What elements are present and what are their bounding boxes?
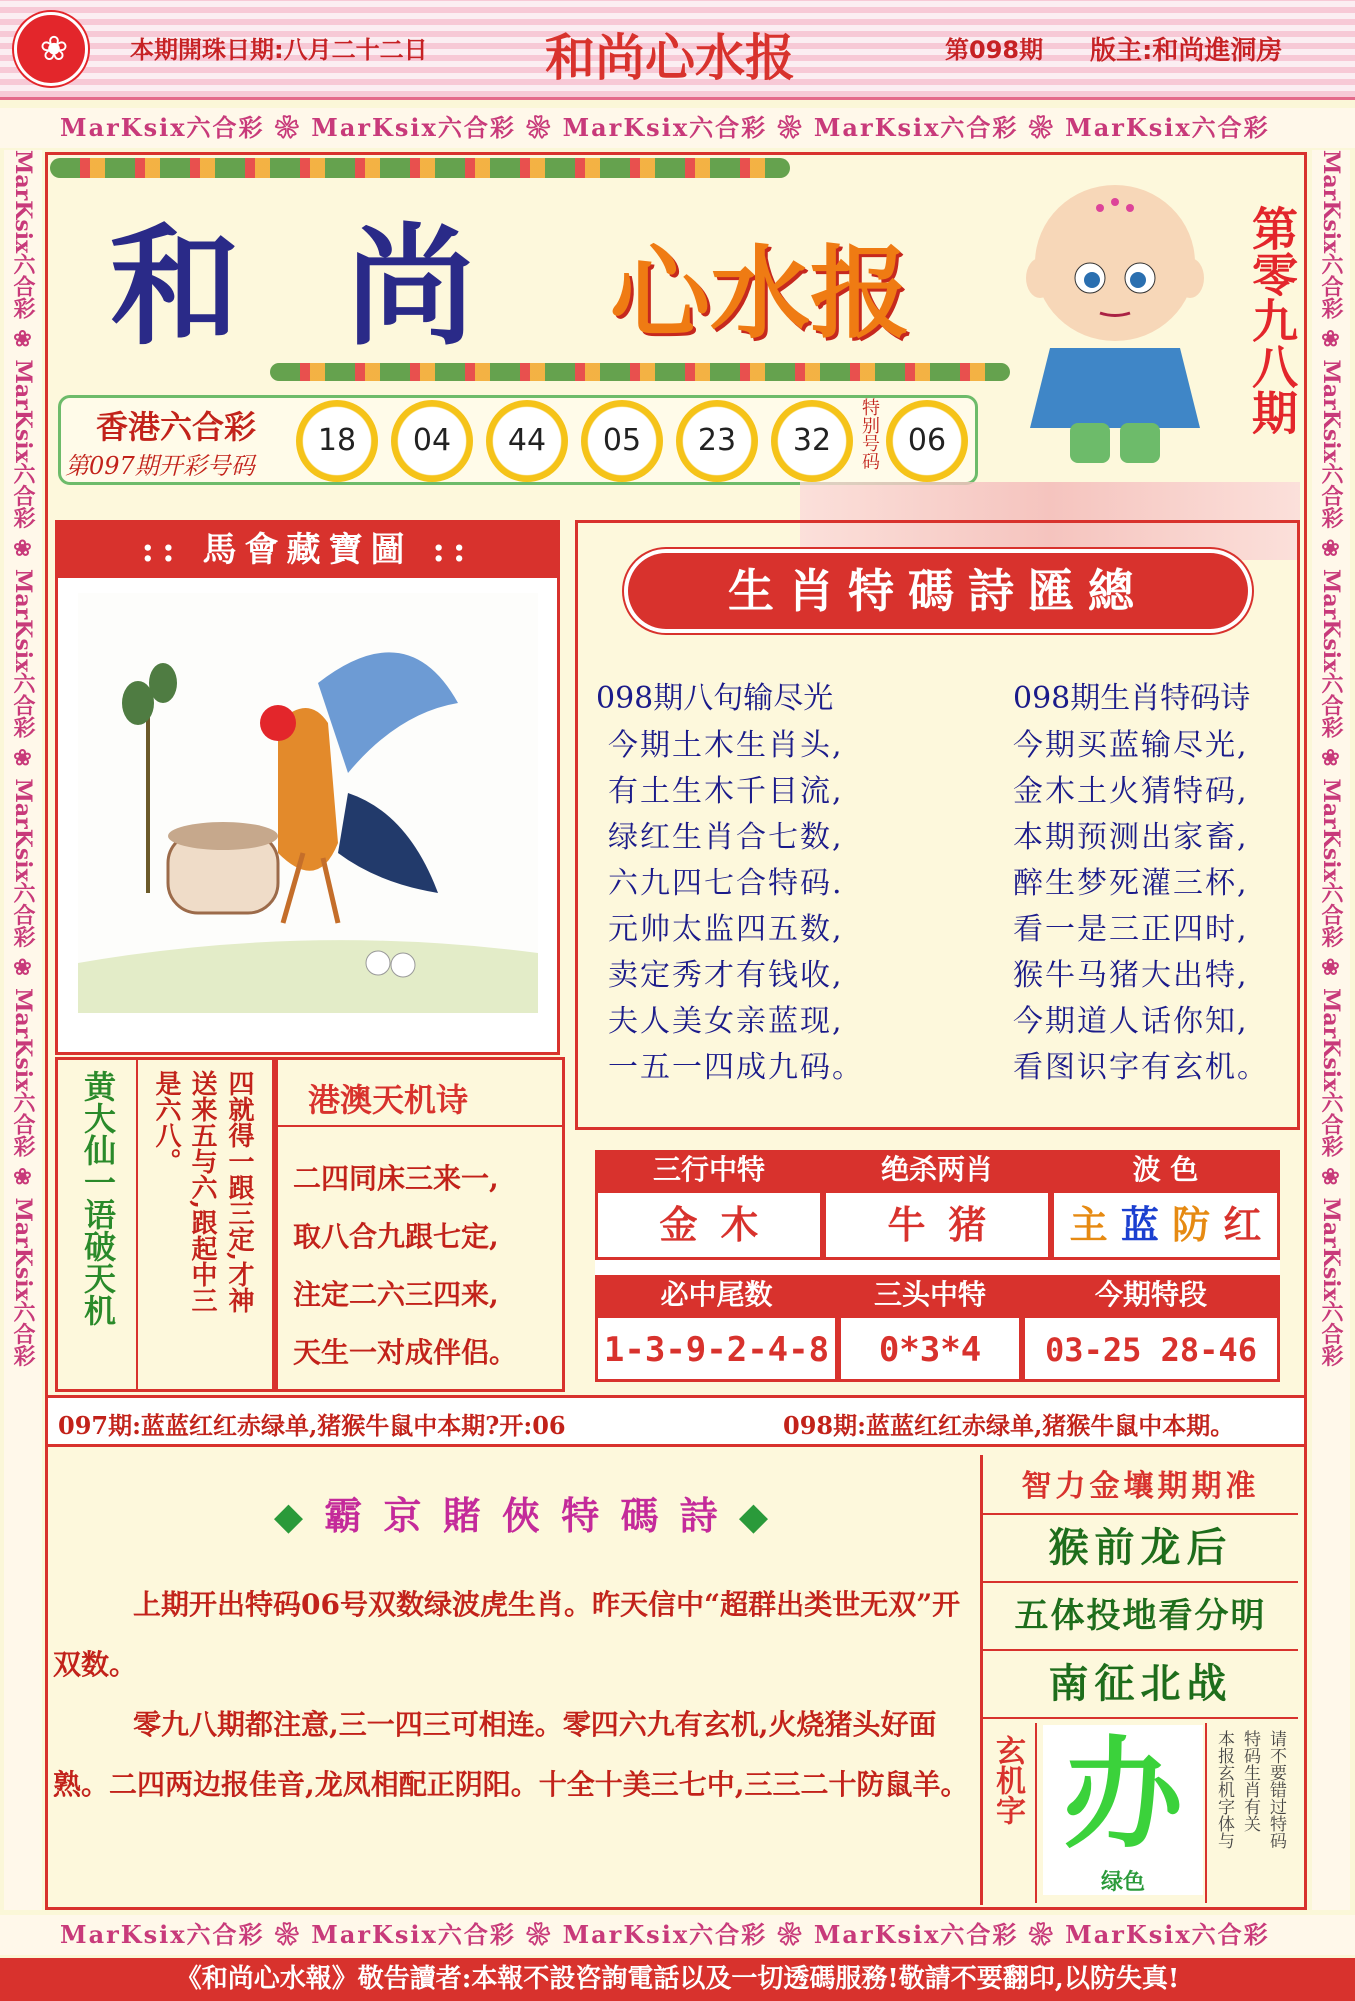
poem-line: 六九四七合特码. [608, 866, 844, 901]
wong-tai-sin-col: 送来五与六,跟起中三 [187, 1070, 217, 1314]
flower-vine-decor-top [50, 158, 790, 178]
poem-line: 本期预测出家畜, [1013, 820, 1249, 855]
ball-number: 23 [676, 400, 758, 482]
table-value: 1-3-9-2-4-8 [603, 1330, 830, 1370]
ticker-left: 097期:蓝蓝红红赤绿单,猪猴牛鼠中本期?开:06 [58, 1411, 566, 1440]
poem-line: 元帅太监四五数, [608, 912, 844, 947]
table-value: 金 木 [659, 1203, 759, 1247]
table-value: 牛 猪 [887, 1203, 987, 1247]
poem-left-heading: 098期八句输尽光 [596, 681, 834, 716]
poem-line: 一五一四成九码。 [608, 1050, 864, 1085]
wave-color-cell [1051, 1190, 1280, 1260]
poem-left [608, 723, 908, 1091]
table-label: 波 色 [1132, 1153, 1199, 1186]
riddle-label: 玄机字 [990, 1735, 1025, 1825]
table-label: 三行中特 [652, 1153, 765, 1186]
monk-cartoon-image [1000, 168, 1230, 478]
treasure-map-panel [55, 520, 560, 1055]
diamond-icon: ◆ [738, 1493, 773, 1538]
ticker-bar [48, 1395, 1304, 1447]
story-paragraph: 零九八期都注意,三一四三可相连。零四六九有玄机,火烧猪头好面熟。二四两边报佳音,龙凤相配正阴阳。十全十美三七中,三三二十防鼠羊。 [53, 1708, 969, 1801]
wave-guard: 防 [1172, 1202, 1211, 1247]
table-value: 0*3*4 [878, 1330, 982, 1370]
poem-right [1013, 723, 1303, 1091]
poem-line: 看一是三正四时, [1013, 912, 1249, 947]
wave-red: 红 [1223, 1202, 1262, 1247]
masthead-title-left: 和 尚 [110, 210, 506, 363]
story-title-row [273, 1485, 773, 1540]
wong-tai-sin-panel [55, 1057, 275, 1392]
masthead [50, 158, 1020, 388]
hk-macau-line: 取八合九跟七定, [293, 1220, 499, 1253]
side-header: 智力金壤期期准 [1021, 1469, 1260, 1504]
divider [983, 1581, 1298, 1583]
draw-date: 本期開珠日期:八月二十二日 [130, 36, 428, 64]
ball-number: 18 [296, 400, 378, 482]
story-paragraph: 上期开出特码06号双数绿波虎生肖。昨天信中“超群出类世无双”开双数。 [53, 1588, 961, 1681]
table-value: 03-25 28-46 [1045, 1331, 1257, 1369]
poem-line: 有土生木千目流, [608, 774, 844, 809]
table-cell [823, 1190, 1051, 1260]
table-label: 今期特段 [1094, 1278, 1207, 1311]
divider [278, 1125, 562, 1127]
table-label: 三头中特 [873, 1278, 986, 1311]
poem-line: 夫人美女亲蓝现, [608, 1004, 844, 1039]
side-line: 五体投地看分明 [1014, 1596, 1267, 1636]
riddle-note: 特码生肖有关 [1240, 1730, 1260, 1832]
header-band [0, 0, 1355, 100]
poem-right-heading: 098期生肖特码诗 [1013, 681, 1251, 716]
table-cell [595, 1190, 823, 1260]
hk-macau-title: 港澳天机诗 [308, 1081, 469, 1119]
ball-number: 04 [391, 400, 473, 482]
ball-number: 05 [581, 400, 663, 482]
divider [1035, 1723, 1037, 1903]
diamond-icon: ◆ [273, 1493, 308, 1538]
riddle-char: 办 [1063, 1724, 1183, 1865]
poem-line: 今期买蓝输尽光, [1013, 728, 1249, 763]
table-cell [838, 1315, 1022, 1382]
header-title: 和尚心水报 [545, 28, 795, 87]
table-label: 必中尾数 [660, 1278, 773, 1311]
table-cell [595, 1315, 838, 1382]
flower-vine-decor-bottom [270, 363, 1010, 381]
wong-tai-sin-col: 是六八。 [151, 1070, 181, 1174]
divider [1205, 1723, 1207, 1903]
riddle-color-label: 绿色 [1100, 1869, 1145, 1895]
hk-macau-line: 二四同床三来一, [293, 1162, 499, 1195]
poem-line: 金木土火猜特码, [1013, 774, 1249, 809]
poem-panel [575, 520, 1300, 1130]
story-title: 霸 京 賭 俠 特 碼 詩 [324, 1493, 722, 1538]
poem-line: 今期土木生肖头, [608, 728, 844, 763]
marksix-strip-top: MarKsix六合彩 ❀ MarKsix六合彩 ❀ MarKsix六合彩 ❀ MarKsix六合彩 ❀ MarKsix六合彩 [0, 108, 1355, 148]
riddle-box [1043, 1725, 1203, 1895]
ball-number: 44 [486, 400, 568, 482]
poem-line: 猴牛马猪大出特, [1013, 958, 1249, 993]
divider [983, 1649, 1298, 1651]
table-cell [1022, 1315, 1280, 1382]
hk-macau-line: 天生一对成伴侣。 [293, 1336, 518, 1369]
treasure-map-title: :: 馬會藏寶圖 :: [58, 523, 557, 578]
hk-emblem-logo: ❀ [14, 12, 88, 86]
prediction-table [595, 1150, 1280, 1382]
divider [983, 1717, 1298, 1719]
marksix-strip-left: MarKsix六合彩 ❀ MarKsix六合彩 ❀ MarKsix六合彩 ❀ MarKsix六合彩 ❀ MarKsix六合彩 ❀ MarKsix六合彩 [4, 150, 42, 1910]
side-line: 南征北战 [1048, 1660, 1233, 1707]
story-panel [48, 1455, 978, 1905]
riddle-note: 本报玄机字体与 [1214, 1730, 1234, 1849]
special-label: 特别号码 [859, 398, 880, 470]
special-ball-number: 06 [886, 400, 968, 482]
footer-notice: 《和尚心水報》敬告讀者:本報不設咨詢電話以及一切透碼服務!敬請不要翻印,以防失真! [175, 1964, 1180, 1994]
wave-blue: 蓝 [1120, 1202, 1159, 1247]
results-label-hk: 香港六合彩 [96, 408, 257, 446]
wong-tai-sin-title: 黄大仙一语破天机 [79, 1070, 117, 1326]
poem-title-banner [628, 553, 1248, 629]
riddle-note: 请不要错过特码 [1266, 1730, 1286, 1849]
masthead-title-right: 心水报 [610, 234, 910, 352]
ticker-right: 098期:蓝蓝红红赤绿单,猪猴牛鼠中本期。 [783, 1411, 1235, 1440]
side-panel [980, 1455, 1298, 1905]
marksix-strip-right: MarKsix六合彩 ❀ MarKsix六合彩 ❀ MarKsix六合彩 ❀ MarKsix六合彩 ❀ MarKsix六合彩 ❀ MarKsix六合彩 [1312, 150, 1350, 1910]
results-bar [58, 395, 978, 485]
ball-number: 32 [771, 400, 853, 482]
wong-tai-sin-col: 四就得一跟三定,才神 [224, 1070, 254, 1314]
poem-line: 卖定秀才有钱收, [608, 958, 844, 993]
issue-vertical: 第零九八期 [1245, 205, 1299, 435]
hk-macau-line: 注定二六三四来, [293, 1278, 499, 1311]
header-issue: 第098期 [945, 36, 1044, 64]
hk-macau-lines [293, 1150, 563, 1382]
poem-line: 看图识字有玄机。 [1013, 1050, 1269, 1085]
results-label-issue: 第097期开彩号码 [65, 452, 255, 480]
table-label: 绝杀两肖 [880, 1153, 993, 1186]
poem-line: 醉生梦死灌三杯, [1013, 866, 1249, 901]
footer-bar [0, 1958, 1355, 2001]
marksix-strip-bottom: MarKsix六合彩 ❀ MarKsix六合彩 ❀ MarKsix六合彩 ❀ MarKsix六合彩 ❀ MarKsix六合彩 [0, 1915, 1355, 1955]
rooster-illustration [78, 593, 538, 1013]
poem-line: 绿红生肖合七数, [608, 820, 844, 855]
poem-line: 今期道人话你知, [1013, 1004, 1249, 1039]
header-editor: 版主:和尚進洞房 [1090, 36, 1283, 66]
wave-main: 主 [1069, 1202, 1108, 1247]
divider [983, 1513, 1298, 1515]
poem-title: 生肖特碼詩匯總 [728, 564, 1148, 618]
divider [136, 1060, 138, 1389]
hk-macau-panel [275, 1057, 565, 1392]
side-line: 猴前龙后 [1048, 1524, 1233, 1571]
